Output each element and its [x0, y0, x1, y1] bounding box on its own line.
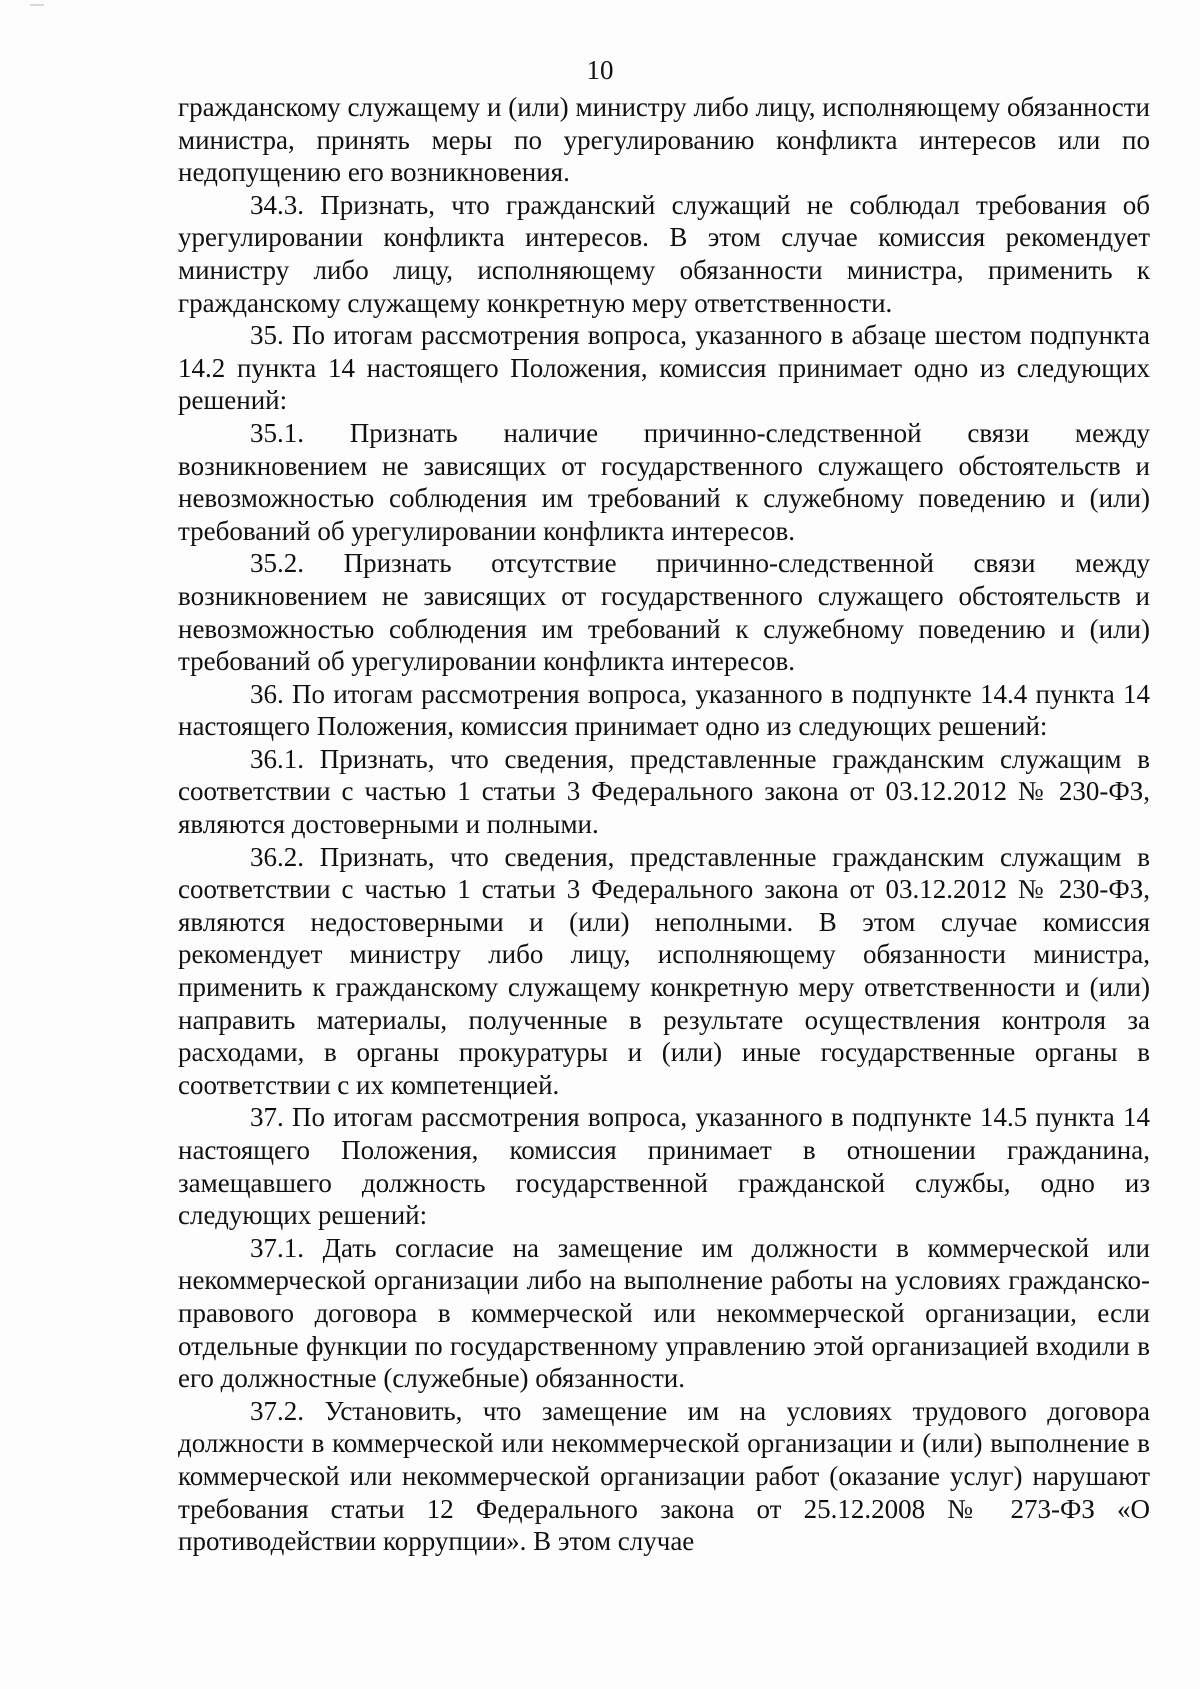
paragraph-35: 35. По итогам рассмотрения вопроса, указанного в абзаце шестом подпункта 14.2 пункта 14 настоящего Положения, комиссия принимает одно из следующих решений: [178, 320, 1150, 416]
document-body [178, 91, 1150, 1558]
paragraph-37-1: 37.1. Дать согласие на замещение им должности в коммерческой или некоммерческой организации либо на выполнение работы на условиях гражданско-правового договора в коммерческой или некоммерческой организации, если отдельные функции по государственному управлению этой организацией входили в его должностные (служебные) обязанности. [178, 1232, 1150, 1394]
paragraph-37-2: 37.2. Установить, что замещение им на условиях трудового договора должности в коммерческой или некоммерческой организации и (или) выполнение в коммерческой или некоммерческой организации работ (оказание услуг) нарушают требования статьи 12 Федерального закона от 25.12.2008 № 273-ФЗ «О противодействии коррупции». В этом случае [178, 1395, 1150, 1557]
paragraph-37: 37. По итогам рассмотрения вопроса, указанного в подпункте 14.5 пункта 14 настоящего Положения, комиссия принимает в отношении гражданина, замещавшего должность государственной гражданской службы, одно из следующих решений: [178, 1102, 1150, 1231]
paragraph-34-3: 34.3. Признать, что гражданский служащий не соблюдал требования об урегулировании конфликта интересов. В этом случае комиссия рекомендует министру либо лицу, исполняющему обязанности министра, применить к гражданскому служащему конкретную меру ответственности. [178, 189, 1150, 318]
paragraph-35-1: 35.1. Признать наличие причинно-следственной связи между возникновением не зависящих от государственного служащего обстоятельств и невозможностью соблюдения им требований к служебному поведению и (или) требований об урегулировании конфликта интересов. [178, 417, 1150, 546]
page-number: 10 [586, 55, 614, 85]
paragraph-36-1: 36.1. Признать, что сведения, представленные гражданским служащим в соответствии с частью 1 статьи 3 Федерального закона от 03.12.2012 № 230-ФЗ, являются достоверными и полными. [178, 743, 1150, 840]
paragraph-35-2: 35.2. Признать отсутствие причинно-следственной связи между возникновением не зависящих от государственного служащего обстоятельств и невозможностью соблюдения им требований к служебному поведению и (или) требований об урегулировании конфликта интересов. [178, 548, 1150, 677]
scan-artifact [30, 4, 44, 6]
paragraph-36-2: 36.2. Признать, что сведения, представленные гражданским служащим в соответствии с частью 1 статьи 3 Федерального закона от 03.12.2012 № 230-ФЗ, являются недостоверными и (или) неполными. В этом случае комиссия рекомендует министру либо лицу, исполняющему обязанности министра, применить к гражданскому служащему конкретную меру ответственности и (или) направить материалы, полученные в результате осуществления контроля за расходами, в органы прокуратуры и (или) иные государственные органы в соответствии с их компетенцией. [178, 841, 1150, 1100]
paragraph-continuation: гражданскому служащему и (или) министру либо лицу, исполняющему обязанности министра, принять меры по урегулированию конфликта интересов или по недопущению его возникновения. [178, 92, 1150, 188]
paragraph-36: 36. По итогам рассмотрения вопроса, указанного в подпункте 14.4 пункта 14 настоящего Положения, комиссия принимает одно из следующих решений: [178, 678, 1150, 742]
